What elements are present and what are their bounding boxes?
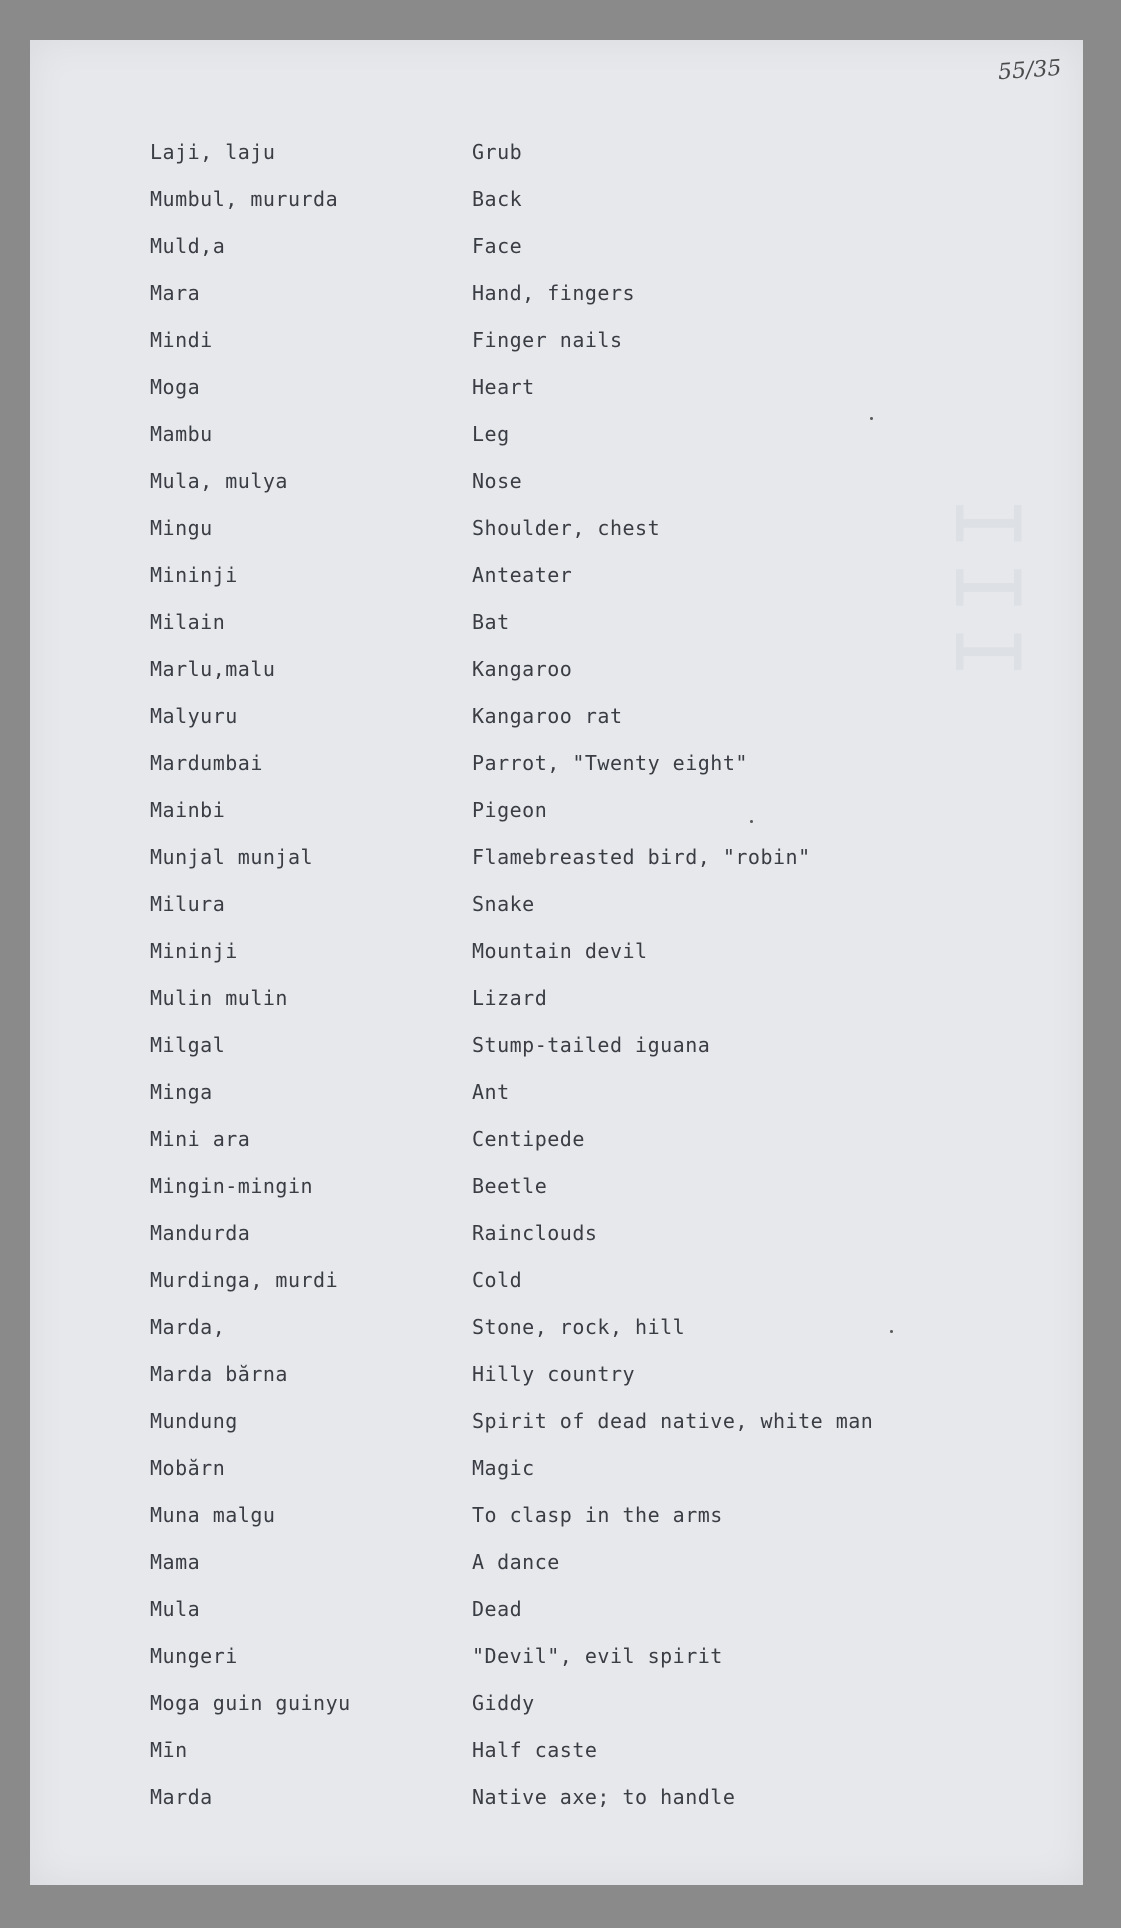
vocab-entry — [150, 1738, 1010, 1785]
vocab-entry — [150, 1315, 1010, 1362]
entry-meaning: Hand, fingers — [472, 281, 636, 305]
entry-term: Mini ara — [150, 1127, 251, 1151]
entry-term: Mindi — [150, 328, 213, 352]
entry-term: Minga — [150, 1080, 213, 1104]
paper-speck — [870, 417, 873, 420]
entry-term: Moga guin guinyu — [150, 1691, 351, 1715]
entry-meaning: Ant — [472, 1080, 510, 1104]
vocab-entry — [150, 281, 1010, 328]
vocab-entry — [150, 1785, 1010, 1832]
entry-meaning: Cold — [472, 1268, 523, 1292]
vocab-entry — [150, 986, 1010, 1033]
entry-term: Mula, mulya — [150, 469, 288, 493]
entry-term: Murdinga, murdi — [150, 1268, 339, 1292]
entry-meaning: Kangaroo — [472, 657, 573, 681]
entry-meaning: Stump-tailed iguana — [472, 1033, 711, 1057]
entry-meaning: Pigeon — [472, 798, 548, 822]
entry-term: Mungeri — [150, 1644, 238, 1668]
entry-term: Milura — [150, 892, 226, 916]
vocab-entry — [150, 187, 1010, 234]
entry-term: Malyuru — [150, 704, 238, 728]
vocab-entry — [150, 939, 1010, 986]
vocab-entry — [150, 1268, 1010, 1315]
entry-meaning: Magic — [472, 1456, 535, 1480]
vocab-entry — [150, 1127, 1010, 1174]
vocab-entry — [150, 1033, 1010, 1080]
entry-term: Mingin-mingin — [150, 1174, 314, 1198]
entry-meaning: Lizard — [472, 986, 548, 1010]
vocab-entry — [150, 610, 1010, 657]
word-list — [150, 140, 1010, 1832]
vocab-entry — [150, 516, 1010, 563]
entry-term: Marda — [150, 1785, 213, 1809]
vocab-entry — [150, 1080, 1010, 1127]
entry-meaning: Snake — [472, 892, 535, 916]
vocab-entry — [150, 1597, 1010, 1644]
entry-term: Mainbi — [150, 798, 226, 822]
entry-meaning: "Devil", evil spirit — [472, 1644, 723, 1668]
entry-term: Mulin mulin — [150, 986, 288, 1010]
entry-term: Laji, laju — [150, 140, 276, 164]
entry-meaning: Flamebreasted bird, "robin" — [472, 845, 811, 869]
entry-meaning: Shoulder, chest — [472, 516, 661, 540]
vocab-entry — [150, 1456, 1010, 1503]
vocab-entry — [150, 1174, 1010, 1221]
vocab-entry — [150, 1362, 1010, 1409]
vocab-entry — [150, 751, 1010, 798]
entry-meaning: Back — [472, 187, 523, 211]
entry-meaning: Centipede — [472, 1127, 585, 1151]
paper-speck — [750, 820, 753, 823]
entry-meaning: Spirit of dead native, white man — [472, 1409, 874, 1433]
entry-term: Muna malgu — [150, 1503, 276, 1527]
vocab-entry — [150, 1691, 1010, 1738]
vocab-entry — [150, 469, 1010, 516]
entry-term: Munjal munjal — [150, 845, 314, 869]
entry-term: Mumbul, mururda — [150, 187, 339, 211]
vocab-entry — [150, 845, 1010, 892]
vocab-entry — [150, 657, 1010, 704]
vocab-entry — [150, 1221, 1010, 1268]
vocab-entry — [150, 1644, 1010, 1691]
entry-term: Mula — [150, 1597, 201, 1621]
vocab-entry — [150, 422, 1010, 469]
entry-term: Muld,a — [150, 234, 226, 258]
entry-term: Mundung — [150, 1409, 238, 1433]
vocab-entry — [150, 798, 1010, 845]
entry-term: Milgal — [150, 1033, 226, 1057]
entry-meaning: Parrot, "Twenty eight" — [472, 751, 748, 775]
entry-term: Marlu,malu — [150, 657, 276, 681]
entry-meaning: Rainclouds — [472, 1221, 598, 1245]
vocab-entry — [150, 1503, 1010, 1550]
entry-meaning: Hilly country — [472, 1362, 636, 1386]
entry-term: Marda bărna — [150, 1362, 288, 1386]
entry-term: Marda, — [150, 1315, 226, 1339]
vocab-entry — [150, 375, 1010, 422]
vocab-entry — [150, 704, 1010, 751]
entry-meaning: Mountain devil — [472, 939, 648, 963]
entry-term: Mininji — [150, 939, 238, 963]
entry-meaning: Finger nails — [472, 328, 623, 352]
entry-meaning: Kangaroo rat — [472, 704, 623, 728]
entry-meaning: Face — [472, 234, 523, 258]
entry-meaning: Leg — [472, 422, 510, 446]
entry-term: Mingu — [150, 516, 213, 540]
vocab-entry — [150, 328, 1010, 375]
entry-term: Mardumbai — [150, 751, 263, 775]
document-page — [30, 40, 1083, 1885]
entry-term: Mama — [150, 1550, 201, 1574]
entry-meaning: Native axe; to handle — [472, 1785, 736, 1809]
entry-meaning: Half caste — [472, 1738, 598, 1762]
entry-term: Mara — [150, 281, 201, 305]
entry-meaning: Grub — [472, 140, 523, 164]
entry-term: Mandurda — [150, 1221, 251, 1245]
vocab-entry — [150, 234, 1010, 281]
entry-term: Moga — [150, 375, 201, 399]
paper-speck — [890, 1330, 893, 1333]
entry-term: Mīn — [150, 1738, 188, 1762]
vocab-entry — [150, 1550, 1010, 1597]
entry-meaning: To clasp in the arms — [472, 1503, 723, 1527]
vocab-entry — [150, 1409, 1010, 1456]
entry-term: Mininji — [150, 563, 238, 587]
vocab-entry — [150, 892, 1010, 939]
entry-meaning: Beetle — [472, 1174, 548, 1198]
entry-term: Milain — [150, 610, 226, 634]
vocab-entry — [150, 563, 1010, 610]
entry-meaning: A dance — [472, 1550, 560, 1574]
entry-meaning: Nose — [472, 469, 523, 493]
show-through: III — [933, 496, 1039, 689]
entry-term: Mambu — [150, 422, 213, 446]
entry-meaning: Dead — [472, 1597, 523, 1621]
entry-meaning: Bat — [472, 610, 510, 634]
entry-term: Mobărn — [150, 1456, 226, 1480]
vocab-entry — [150, 140, 1010, 187]
entry-meaning: Stone, rock, hill — [472, 1315, 686, 1339]
entry-meaning: Anteater — [472, 563, 573, 587]
folio-number: 55/35 — [996, 55, 1062, 86]
entry-meaning: Heart — [472, 375, 535, 399]
entry-meaning: Giddy — [472, 1691, 535, 1715]
